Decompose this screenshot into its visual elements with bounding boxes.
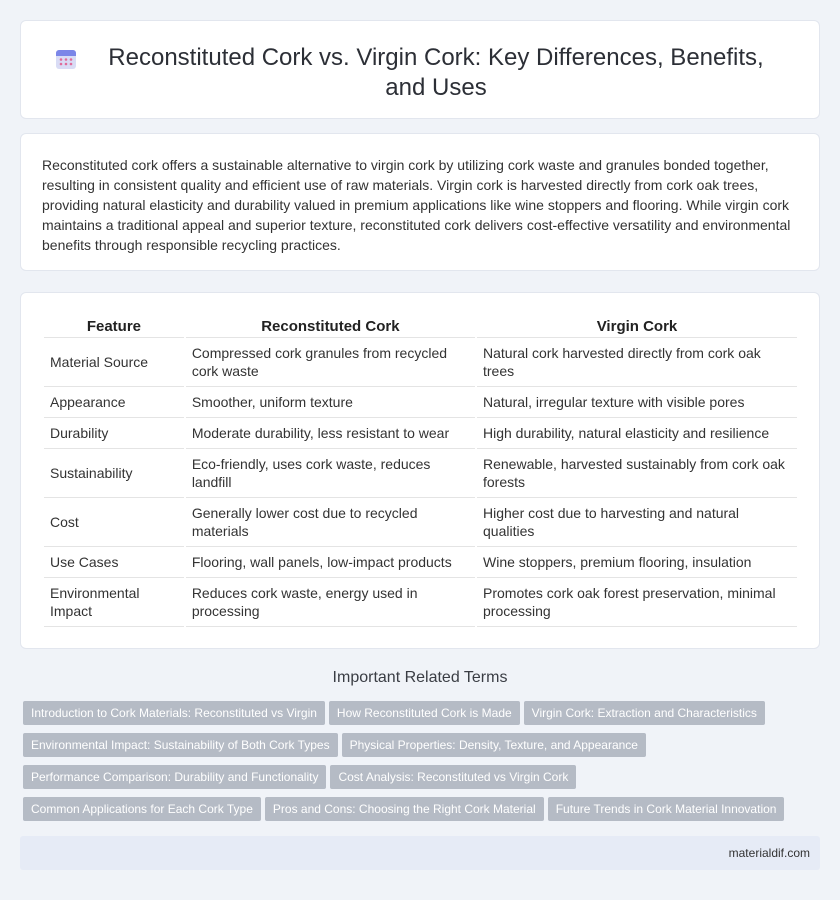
related-term-tag[interactable]: Environmental Impact: Sustainability of Both Cork Types [23,733,338,757]
related-term-tag[interactable]: Introduction to Cork Materials: Reconstituted vs Virgin [23,701,325,725]
related-terms-list [23,701,813,829]
row-reconstituted: Eco-friendly, uses cork waste, reduces landfill [186,449,475,498]
row-reconstituted: Reduces cork waste, energy used in processing [186,578,475,627]
table-row [44,418,797,449]
related-term-tag[interactable]: Pros and Cons: Choosing the Right Cork Material [265,797,544,821]
row-virgin: Natural cork harvested directly from cork oak trees [477,338,797,387]
row-virgin: Renewable, harvested sustainably from cork oak forests [477,449,797,498]
comparison-table [42,315,799,627]
row-reconstituted: Flooring, wall panels, low-impact products [186,547,475,578]
row-feature: Cost [44,498,184,547]
row-feature: Appearance [44,387,184,418]
row-virgin: High durability, natural elasticity and resilience [477,418,797,449]
row-virgin: Higher cost due to harvesting and natural qualities [477,498,797,547]
related-term-tag[interactable]: Virgin Cork: Extraction and Characteristics [524,701,765,725]
table-row [44,387,797,418]
row-virgin: Natural, irregular texture with visible pores [477,387,797,418]
row-feature: Use Cases [44,547,184,578]
related-term-tag[interactable]: Cost Analysis: Reconstituted vs Virgin Cork [330,765,576,789]
row-feature: Material Source [44,338,184,387]
header-reconstituted: Reconstituted Cork [186,315,475,338]
table-row [44,449,797,498]
row-virgin: Wine stoppers, premium flooring, insulation [477,547,797,578]
row-reconstituted: Generally lower cost due to recycled materials [186,498,475,547]
intro-paragraph: Reconstituted cork offers a sustainable alternative to virgin cork by utilizing cork waste and granules bonded together, resulting in consistent quality and efficient use of raw materials. Virgin cork is harvested directly from cork oak trees, providing natural elasticity and durability valued in premium applications like wine stoppers and flooring. While virgin cork maintains a traditional appeal and superior texture, reconstituted cork delivers cost-effective versatility and environmental benefits through responsible recycling practices. [42,157,791,253]
row-reconstituted: Smoother, uniform texture [186,387,475,418]
table-row [44,578,797,627]
table-header-row [44,315,797,338]
row-feature: Sustainability [44,449,184,498]
related-term-tag[interactable]: How Reconstituted Cork is Made [329,701,520,725]
header-card [20,20,820,119]
row-feature: Durability [44,418,184,449]
table-row [44,498,797,547]
comparison-table-card [20,292,820,649]
header-virgin: Virgin Cork [477,315,797,338]
row-reconstituted: Moderate durability, less resistant to wear [186,418,475,449]
page-title: Reconstituted Cork vs. Virgin Cork: Key Differences, Benefits, and Uses [108,44,764,101]
header-feature: Feature [44,315,184,338]
related-term-tag[interactable]: Common Applications for Each Cork Type [23,797,261,821]
row-virgin: Promotes cork oak forest preservation, minimal processing [477,578,797,627]
row-feature: Environmental Impact [44,578,184,627]
related-term-tag[interactable]: Performance Comparison: Durability and Functionality [23,765,326,789]
footer [20,836,820,870]
related-term-tag[interactable]: Future Trends in Cork Material Innovation [548,797,785,821]
footer-site-link[interactable]: materialdif.com [728,846,810,860]
table-row [44,338,797,387]
row-reconstituted: Compressed cork granules from recycled cork waste [186,338,475,387]
related-terms-title: Important Related Terms [332,669,508,686]
table-row [44,547,797,578]
intro-card [20,133,820,271]
related-term-tag[interactable]: Physical Properties: Density, Texture, and Appearance [342,733,646,757]
